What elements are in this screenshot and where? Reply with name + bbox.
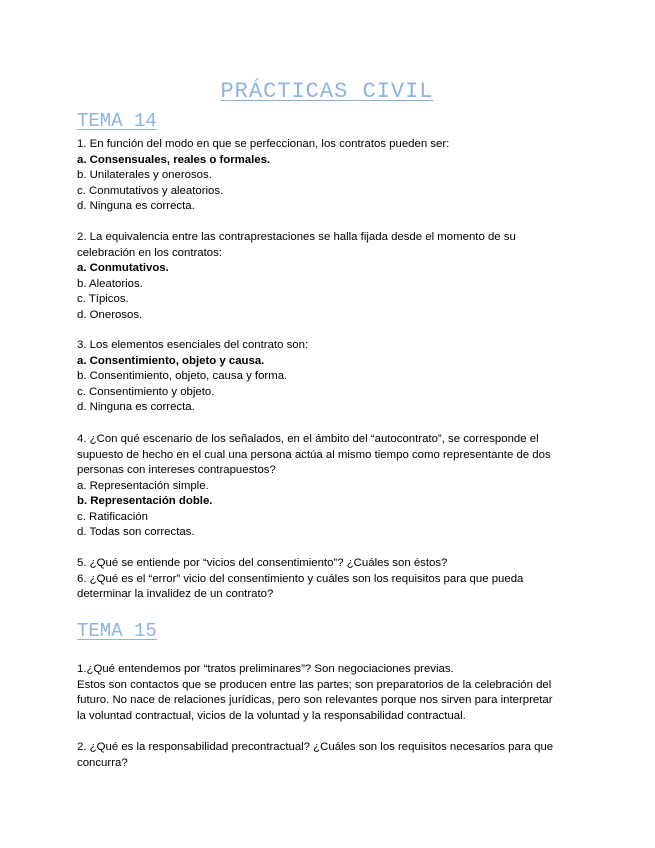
- answer-option: b. Consentimiento, objeto, causa y forma.: [77, 370, 288, 382]
- answer-option: d. Ninguna es correcta.: [77, 200, 195, 212]
- answer-option-correct: a. Consentimiento, objeto y causa.: [77, 354, 265, 367]
- question-text: 3. Los elementos esenciales del contrato son:: [77, 339, 309, 351]
- tema15-question-1: [77, 662, 577, 724]
- answer-option-correct: b. Representación doble.: [77, 495, 213, 507]
- answer-option: c. Ratificación: [77, 510, 148, 523]
- question-text: 2. ¿Qué es la responsabilidad precontractual? ¿Cuáles son los requisitos necesarios para que: [77, 741, 554, 753]
- answer-option: a. Representación simple.: [77, 479, 209, 492]
- answer-option: d. Todas son correctas.: [77, 526, 195, 538]
- question-text: personas con intereses contrapuestos?: [77, 464, 276, 476]
- question-2: [77, 230, 577, 323]
- answer-option: c. Conmutativos y aleatorios.: [77, 184, 224, 197]
- answer-option: c. Típicos.: [77, 293, 129, 305]
- questions-5-6: [77, 556, 577, 603]
- tema15-question-2: [77, 740, 577, 771]
- answer-text: la voluntad contractual, vicios de la voluntad y la responsabilidad contractual.: [77, 709, 466, 722]
- answer-text: Estos son contactos que se producen entre las partes; son preparatorios de la celebración del: [77, 678, 552, 691]
- question-text: 4. ¿Con qué escenario de los señalados, en el ámbito del “autocontrato”, se corresponde el: [77, 433, 539, 445]
- answer-option-correct: a. Consensuales, reales o formales.: [77, 153, 271, 166]
- section-title-tema-14: TEMA 14: [77, 110, 157, 132]
- answer-option: c. Consentimiento y objeto.: [77, 385, 215, 398]
- question-5-text: 5. ¿Qué se entiende por “vicios del consentimiento”? ¿Cuáles son éstos?: [77, 557, 448, 569]
- question-6-text: 6. ¿Qué es el “error” vicio del consentimiento y cuáles son los requisitos para que pueda: [77, 572, 524, 585]
- question-3: [77, 338, 577, 416]
- question-text: 1.¿Qué entendemos por “tratos preliminares”? Son negociaciones previas.: [77, 663, 454, 675]
- section-title-tema-15: TEMA 15: [77, 620, 157, 642]
- question-6-text: determinar la invalidez de un contrato?: [77, 588, 274, 600]
- document-title: PRÁCTICAS CIVIL: [220, 79, 434, 104]
- question-text: supuesto de hecho en el cual una persona actúa al mismo tiempo como representante de dos: [77, 448, 551, 461]
- answer-option-correct: a. Conmutativos.: [77, 262, 169, 274]
- question-1: [77, 137, 577, 215]
- question-4: [77, 432, 577, 541]
- answer-option: b. Aleatorios.: [77, 277, 143, 290]
- answer-option: d. Ninguna es correcta.: [77, 401, 195, 413]
- answer-text: futuro. No nace de relaciones jurídicas, pero son relevantes porque nos sirven para interpretar: [77, 694, 553, 706]
- answer-option: b. Unilaterales y onerosos.: [77, 169, 212, 181]
- question-text: concurra?: [77, 756, 128, 769]
- answer-option: d. Onerosos.: [77, 308, 143, 321]
- question-text: 1. En función del modo en que se perfeccionan, los contratos pueden ser:: [77, 138, 450, 150]
- question-text: celebración en los contratos:: [77, 246, 222, 259]
- question-text: 2. La equivalencia entre las contraprestaciones se halla fijada desde el momento de su: [77, 231, 516, 243]
